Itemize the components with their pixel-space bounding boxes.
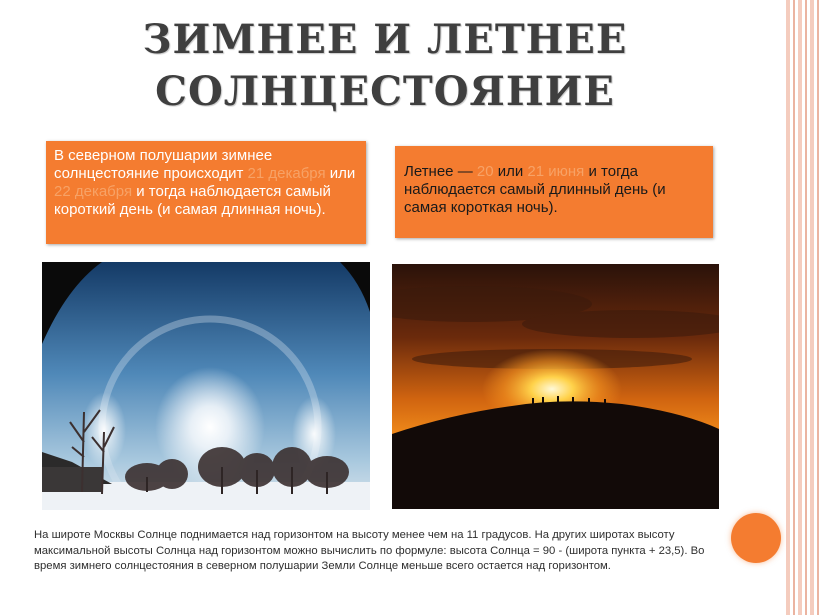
summer-text-1: Летнее — <box>404 163 477 180</box>
winter-text-1: В северном полушарии зимнее солнцестояние происходит <box>54 147 273 182</box>
winter-solstice-box <box>46 141 366 244</box>
winter-text-2: или <box>325 165 356 182</box>
winter-text-3: и тогда наблюдается самый короткий день (и самая длинная ночь). <box>54 183 331 218</box>
decorative-stripes <box>786 0 820 615</box>
caption-text: На широте Москвы Солнце поднимается над горизонтом на высоту менее чем на 11 градусов. На других широтах высоту максимальной высоты Солнца над горизонтом можно вычислить по формуле: высота Солнца = 90 - (широта пункта + 23,5). Во время зимнего солнцестояния в северном полушарии Земли Солнце меньше всего остается над горизонтом. <box>34 529 705 572</box>
summer-date-2: 21 июня <box>527 163 585 180</box>
title-line-2: СОЛНЦЕСТОЯНИЕ <box>155 68 615 115</box>
winter-date-2: 22 декабря <box>54 183 133 200</box>
title-line-1: ЗИМНЕЕ И ЛЕТНЕЕ <box>142 16 628 63</box>
slide-title <box>90 14 680 118</box>
summer-date-1: 20 <box>476 163 494 180</box>
winter-halo-photo <box>42 262 370 510</box>
summer-solstice-box <box>395 146 713 238</box>
summer-text-2: или <box>493 163 528 180</box>
decorative-circle <box>731 513 781 563</box>
summer-text-3: и тогда наблюдается самый длинный день (и самая короткая ночь). <box>404 163 666 216</box>
summer-sunset-photo <box>392 264 719 509</box>
winter-date-1: 21 декабря <box>247 165 326 182</box>
